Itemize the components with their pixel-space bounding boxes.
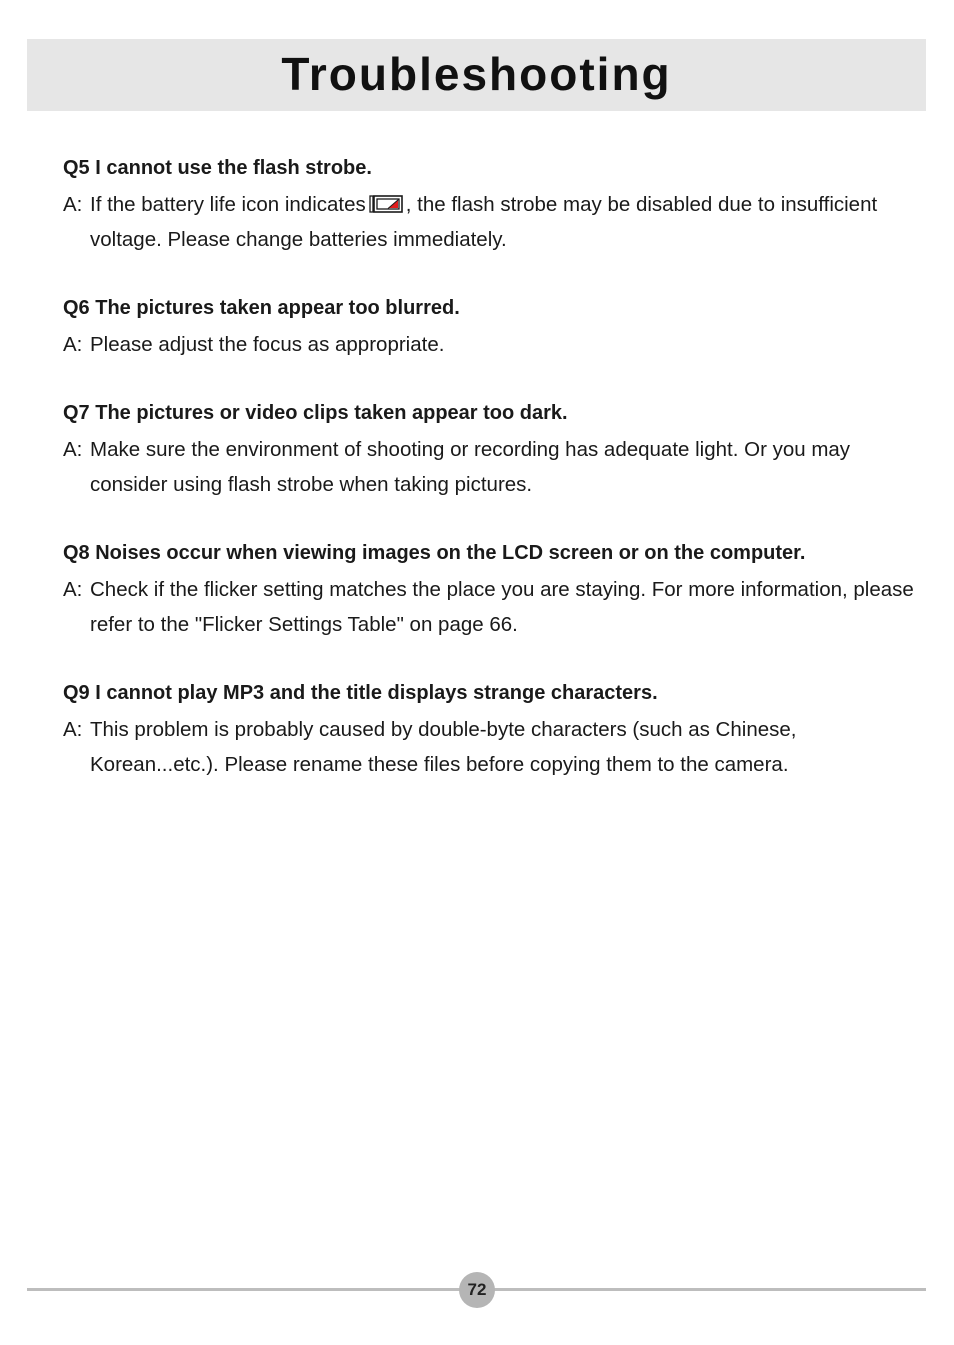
answer-text [90,187,923,257]
answer-prefix: A: [63,578,83,601]
faq-item-q6 [63,292,923,362]
faq-question: Q9 I cannot play MP3 and the title displays strange characters. [63,682,658,704]
page-title: Troubleshooting [281,48,672,100]
faq-item-q9 [63,677,923,782]
answer-text-before-icon: If the battery life icon indicates [90,193,366,216]
answer-prefix: A: [63,718,83,741]
page-number-badge: 72 [459,1272,495,1308]
answer-text: Please adjust the focus as appropriate. [90,333,445,356]
faq-question: Q6 The pictures taken appear too blurred. [63,297,460,319]
faq-answer [63,432,923,502]
faq-answer [63,572,923,642]
faq-question: Q7 The pictures or video clips taken appear too dark. [63,402,568,424]
faq-answer [63,327,923,362]
header-band [27,39,926,111]
answer-text-after-icon: , the flash strobe may be disabled due to insufficient voltage. Please change batteries immediately. [90,193,878,251]
faq-question: Q5 I cannot use the flash strobe. [63,157,372,179]
faq-item-q8 [63,537,923,642]
faq-answer [63,712,923,782]
answer-text: Make sure the environment of shooting or recording has adequate light. Or you may consider using flash strobe when taking pictures. [90,438,851,496]
answer-prefix: A: [63,438,83,461]
faq-question: Q8 Noises occur when viewing images on the LCD screen or on the computer. [63,542,806,564]
faq-item-q5 [63,152,923,257]
answer-prefix: A: [63,193,83,216]
answer-text: This problem is probably caused by double-byte characters (such as Chinese, Korean...etc.). Please rename these files before copying them to the camera. [90,718,797,776]
answer-text: Check if the flicker setting matches the place you are staying. For more information, please refer to the "Flicker Settings Table" on page 66. [90,578,914,636]
faq-item-q7 [63,397,923,502]
battery-empty-icon [369,195,403,213]
answer-prefix: A: [63,333,83,356]
faq-answer [63,187,923,257]
faq-list [63,152,923,817]
